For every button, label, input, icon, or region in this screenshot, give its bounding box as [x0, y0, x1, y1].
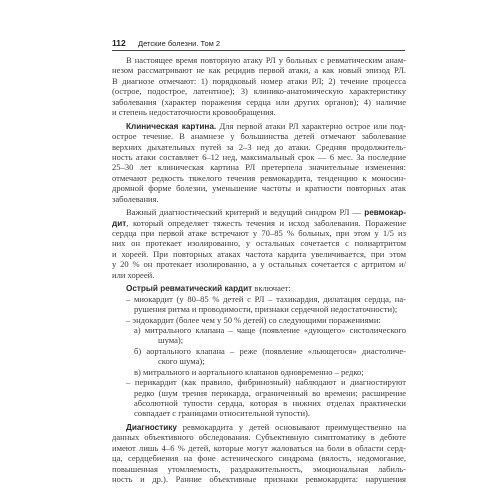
text-line [112, 194, 406, 204]
page-header [112, 38, 404, 49]
line-text: ца, сердцебиения на фоне астенического синдрома (вялость, недомогание, [112, 453, 406, 464]
text-line [112, 283, 406, 293]
line-text: дромной форме болезни, уменьшение частоты и кратности повторных атак [112, 183, 406, 194]
line-text: В настоящее время повторную атаку РЛ у больных с ревматическим анам- [126, 55, 406, 65]
line-text: повышенная утомляемость, раздражительность, эмоциональная лабиль- [112, 463, 406, 474]
text-line [112, 183, 406, 193]
line-text: Для первой атаки РЛ характерно острое или под- [216, 120, 406, 131]
line-text: абсолютной тупости сердца, которая в нижних отделах практически [134, 398, 406, 408]
line-text: или хореей. [112, 269, 155, 280]
text-line [112, 228, 406, 238]
text-line [112, 249, 406, 259]
line-text: заболевания (характер поражения сердца или других органов); 4) наличие [112, 96, 406, 107]
line-text: а) митрального клапана – чаще (появление «дующего» систолического [134, 324, 406, 335]
line-text: шума); [158, 335, 184, 346]
line-text: – эндокардит (более чем у 50 % детей) со следующими поражениями: [126, 314, 381, 325]
text-line [112, 76, 406, 86]
text-line [112, 346, 406, 356]
line-text: В диагнозе отмечают: 1) порядковый номер атаки РЛ; 2) течение процесса [112, 75, 406, 86]
text-line [112, 238, 406, 248]
text-line [112, 377, 406, 387]
bold-term: Острый ревматический кардит [126, 284, 253, 294]
line-text: , который определяет тяжесть течения и исход заболевания. Поражение [126, 217, 406, 228]
line-text: – перикардит (как правило, фибринозный) наблюдают и диагностируют [126, 377, 406, 388]
text-line [112, 131, 406, 141]
line-text: – миокардит (у 80–85 % детей с РЛ – тахикардия, дилатация сердца, на- [126, 293, 406, 304]
line-text: отмечают редкость тяжелого течения ревмокардита, тенденцию к моносин- [112, 172, 406, 183]
text-line [112, 315, 406, 325]
text-line [112, 121, 406, 131]
header-rule [112, 50, 405, 51]
line-text: данных объективного обследования. Субъективную симптоматику в дебюте [112, 432, 406, 443]
text-line [112, 304, 406, 314]
text-line [112, 356, 406, 366]
text-line [112, 464, 406, 474]
text-line [112, 86, 406, 96]
text-line [112, 388, 406, 398]
line-text: (острое, подострое, латентное); 3) клинико-анатомическую характеристику [112, 86, 406, 97]
line-text: совпадает с границами относительной тупости). [134, 408, 311, 419]
line-text: в) митрального и аортального клапанов одновременно – редко; [134, 366, 364, 377]
text-line [112, 367, 406, 377]
line-text: редко (шум трения перикарда, ограниченный во времени; расширение [134, 387, 406, 398]
line-text: незом рассматривают не как рецидив первой атаки, а как новый эпизод РЛ. [112, 65, 406, 76]
line-text: б) аортального клапана – реже (появление «льющегося» диастоличе- [134, 345, 406, 356]
line-text: ность и др.). Ранние объективные признаки ревмокардита: нарушения [112, 474, 406, 485]
line-text: Важный диагностический критерий и ведущий синдром РЛ — [126, 207, 365, 218]
text-line [112, 453, 406, 463]
line-text: ского шума); [158, 356, 205, 367]
text-line [112, 432, 406, 442]
text-line [112, 259, 406, 269]
text-line [112, 408, 406, 418]
text-line [112, 65, 406, 75]
text-line [112, 422, 406, 432]
text-line [112, 55, 406, 65]
running-title: Детские болезни. Том 2 [138, 38, 221, 48]
line-text: у 20 % он протекает изолированно, а у остальных сочетается с артритом и/ [112, 259, 406, 270]
text-line [112, 162, 406, 172]
text-line [112, 294, 406, 304]
body-text [112, 55, 406, 485]
text-line [112, 97, 406, 107]
bold-term: дит [112, 218, 127, 228]
line-text: и степень недостаточности кровообращения. [112, 107, 276, 118]
line-text: имеют лишь 4–6 % детей, которые могут жаловаться на боли в области серд- [112, 442, 406, 453]
text-line [112, 218, 406, 228]
text-line [112, 398, 406, 408]
bold-term: ревмокар- [364, 208, 406, 218]
text-line [112, 152, 406, 162]
line-text: верхних дыхательных путей за 2–3 нед до атаки. Средняя продолжитель- [112, 141, 406, 152]
text-line [112, 207, 406, 217]
text-line [112, 474, 406, 484]
line-text: рушения ритма и проводимости, признаки сердечной недостаточности); [134, 304, 398, 315]
page-number: 112 [112, 38, 126, 48]
line-text: них он протекает изолированно, у остальных сочетается с полиартритом [112, 238, 406, 249]
text-line [112, 270, 406, 280]
line-text: включает: [252, 283, 291, 294]
section-run-in-heading: Клиническая картина. [126, 121, 217, 131]
line-text: заболевания. [112, 193, 159, 204]
text-line [112, 325, 406, 335]
text-line [112, 443, 406, 453]
text-line [112, 142, 406, 152]
line-text: сердца при первой атаке встречают у 70–85 % больных, при этом у 1/5 из [112, 228, 406, 238]
text-line [112, 335, 406, 345]
line-text: острое течение. В анамнезе у большинства детей отмечают заболевание [112, 131, 406, 142]
text-line [112, 107, 406, 117]
text-line [112, 173, 406, 183]
line-text: ревмокардита у детей основывают преимущественно на [176, 421, 406, 432]
line-text: и хореей. При повторных атаках частота кардита увеличивается, при этом [112, 248, 406, 259]
section-run-in-heading: Диагностику [126, 422, 177, 432]
line-text: 25–30 лет клиническая картина РЛ претерпела значительные изменения: [112, 162, 406, 173]
line-text: ность атаки составляет 6–12 нед, максимальный срок — 6 мес. За последние [112, 151, 406, 162]
